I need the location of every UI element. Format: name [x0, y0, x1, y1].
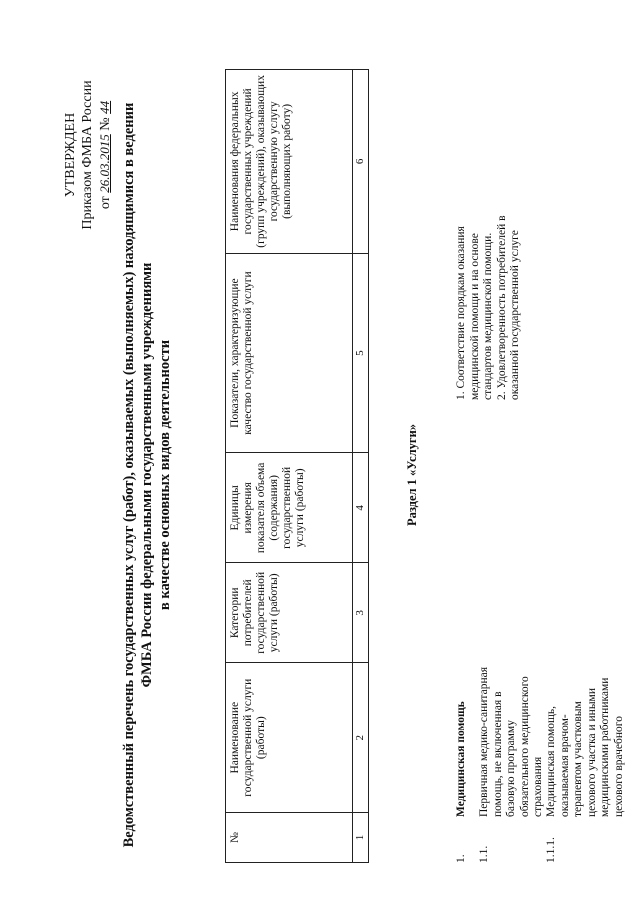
header-cell-service-name: Наименование государственной услуги (работы): [226, 663, 353, 813]
column-number: 4: [353, 453, 369, 563]
column-number: 6: [353, 70, 369, 254]
number-prefix: №: [98, 117, 113, 131]
column-number: 1: [353, 813, 369, 863]
quality-indicators: [455, 210, 523, 400]
header-cell-number: №: [226, 813, 353, 863]
approval-date: 26.03.2015: [97, 134, 112, 193]
indicator-item: 1. Соответствие порядкам оказания медицинской помощи и на основе стандартов медицинской помощи.: [455, 226, 494, 400]
indicator-item: 2. Удовлетворенность потребителей в оказанной государственной услуге: [495, 215, 521, 400]
approval-number: 44: [97, 100, 112, 114]
item-text: Медицинская помощь: [455, 701, 467, 817]
column-number: 2: [353, 663, 369, 813]
table-column-numbers-row: [353, 70, 369, 863]
list-item: [455, 653, 475, 863]
item-number: 1.1.1.: [545, 837, 557, 863]
item-number: 1.1.: [478, 845, 490, 863]
section-title: Раздел 1 «Услуги»: [405, 423, 419, 527]
title-line-3: в качестве основных видов деятельности: [157, 339, 173, 611]
date-prefix: от: [98, 196, 113, 210]
approval-heading: УТВЕРЖДЕН: [63, 112, 78, 198]
list-item: [545, 653, 625, 863]
header-cell-units: Единицы измерения показателя объема (содержания) государственной услуги (работы): [226, 453, 353, 563]
table-header-row: [226, 70, 353, 863]
header-cell-quality: Показатели, характеризующие качество государственной услуги: [226, 253, 353, 453]
title-line-2: ФМБА России федеральными государственными учреждениями: [139, 262, 155, 688]
title-line-1: Ведомственный перечень государственных услуг (работ), оказываемых (выполняемых) находящимися в ведении: [121, 102, 137, 848]
services-table: [225, 69, 369, 863]
item-number: 1.: [455, 854, 467, 863]
list-item: [478, 653, 544, 863]
item-text: Медицинская помощь, оказываемая врачом-терапевтом участковым цехового участка и иными медицинскими работниками цехового врачебного: [545, 677, 625, 817]
header-cell-consumers: Категории потребителей государственной услуги (работы): [226, 563, 353, 663]
approval-order: Приказом ФМБА России: [80, 80, 95, 230]
document-title: [120, 85, 174, 865]
column-number: 5: [353, 253, 369, 453]
item-text: Первичная медико-санитарная помощь, не включенная в базовую программу обязательного медицинского страхования: [478, 667, 544, 817]
column-number: 3: [353, 563, 369, 663]
approval-date-line: [96, 55, 114, 255]
approval-stamp: [62, 55, 114, 255]
header-cell-institutions: Наименования федеральных государственных учреждений (групп учреждений), оказывающих государственную услугу (выполняющих работу): [226, 70, 353, 254]
